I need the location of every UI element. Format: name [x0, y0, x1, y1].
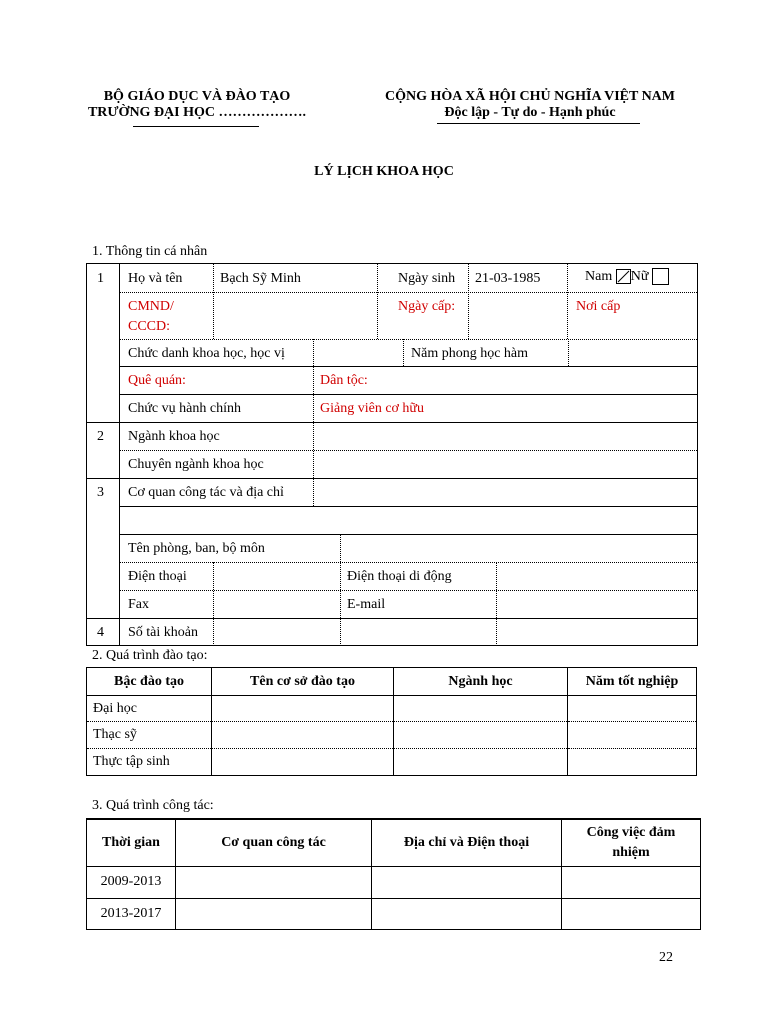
- male-label: Nam: [585, 269, 613, 284]
- row-divider: [87, 618, 697, 619]
- phone-label: Điện thoại: [128, 569, 187, 584]
- col-header: Công việc đảm nhiệm: [562, 819, 701, 866]
- input-cell[interactable]: [562, 866, 701, 898]
- table-row: [87, 898, 701, 929]
- department-label: Tên phòng, ban, bộ môn: [128, 541, 265, 556]
- input-cell[interactable]: [372, 866, 562, 898]
- column-divider: [496, 562, 497, 646]
- number-column-divider: [119, 264, 120, 646]
- degree-cell: Thực tập sinh: [87, 749, 212, 776]
- name-value[interactable]: Bạch Sỹ Minh: [220, 271, 301, 286]
- row-divider: [119, 562, 697, 563]
- row-divider: [119, 450, 697, 451]
- col-header: Ngành học: [394, 668, 568, 696]
- female-label: Nữ: [630, 269, 649, 284]
- issue-date-label: Ngày cấp:: [398, 299, 456, 314]
- id-label-line2: CCCD:: [128, 319, 171, 334]
- input-cell[interactable]: [568, 696, 697, 722]
- input-cell[interactable]: [176, 898, 372, 929]
- input-cell[interactable]: [562, 898, 701, 929]
- column-divider: [313, 478, 314, 506]
- section1-heading: 1. Thông tin cá nhân: [92, 244, 208, 259]
- ministry-name: BỘ GIÁO DỤC VÀ ĐÀO TẠO: [103, 89, 291, 104]
- section2-heading: 2. Quá trình đào tạo:: [92, 648, 208, 663]
- column-divider: [213, 562, 214, 646]
- national-motto: Độc lập - Tự do - Hạnh phúc: [444, 105, 616, 120]
- col-header: Địa chỉ và Điện thoại: [372, 819, 562, 866]
- degree-cell: Thạc sỹ: [87, 722, 212, 749]
- input-cell[interactable]: [372, 898, 562, 929]
- period-cell: 2009-2013: [87, 866, 176, 898]
- input-cell[interactable]: [394, 696, 568, 722]
- academic-year-label: Năm phong học hàm: [411, 346, 529, 361]
- period-cell: 2013-2017: [87, 898, 176, 929]
- col-header: Cơ quan công tác: [176, 819, 372, 866]
- workplace-label: Cơ quan công tác và địa chỉ: [128, 485, 284, 500]
- input-cell[interactable]: [568, 749, 697, 776]
- row-divider: [87, 422, 697, 423]
- personal-info-table: [86, 263, 698, 646]
- degree-cell: Đại học: [87, 696, 212, 722]
- issue-place-label: Nơi cấp: [576, 299, 621, 314]
- column-divider: [567, 264, 568, 339]
- position-label: Chức vụ hành chính: [128, 401, 241, 416]
- table-row: [87, 722, 697, 749]
- specialty-label: Chuyên ngành khoa học: [128, 457, 264, 472]
- checked-cross-icon: [617, 270, 630, 283]
- email-label: E-mail: [347, 597, 386, 612]
- row-divider: [119, 339, 697, 340]
- col-header: Năm tốt nghiệp: [568, 668, 697, 696]
- dob-label: Ngày sinh: [398, 271, 456, 286]
- input-cell[interactable]: [568, 722, 697, 749]
- input-cell[interactable]: [176, 866, 372, 898]
- input-cell[interactable]: [394, 749, 568, 776]
- col-header: Tên cơ sở đào tạo: [212, 668, 394, 696]
- input-cell[interactable]: [394, 722, 568, 749]
- header-right-underline: [437, 123, 640, 124]
- page-number: 22: [659, 950, 673, 965]
- input-cell[interactable]: [212, 696, 394, 722]
- column-divider: [313, 339, 314, 366]
- input-cell[interactable]: [212, 749, 394, 776]
- gender-field: [585, 268, 669, 285]
- column-divider: [568, 339, 569, 366]
- column-divider: [313, 366, 314, 422]
- column-divider: [340, 534, 341, 646]
- row-divider: [119, 506, 697, 507]
- row-number-4: 4: [97, 625, 104, 640]
- ethnicity-label: Dân tộc:: [320, 373, 368, 388]
- row-divider: [119, 394, 697, 395]
- row-divider: [119, 534, 697, 535]
- row-divider: [119, 292, 697, 293]
- column-divider: [403, 339, 404, 366]
- national-title: CỘNG HÒA XÃ HỘI CHỦ NGHĨA VIỆT NAM: [384, 89, 675, 104]
- hometown-label: Quê quán:: [128, 373, 186, 388]
- account-label: Số tài khoản: [128, 625, 198, 640]
- row-divider: [119, 366, 697, 367]
- row-divider: [119, 590, 697, 591]
- document-title: LÝ LỊCH KHOA HỌC: [314, 164, 454, 179]
- work-history-table: [86, 818, 701, 930]
- id-label-line1: CMND/: [128, 299, 174, 314]
- university-name: TRƯỜNG ĐẠI HỌC ……………….: [87, 105, 307, 120]
- header-left-underline: [133, 126, 259, 127]
- training-table: [86, 667, 697, 776]
- field-label: Ngành khoa học: [128, 429, 220, 444]
- row-number-1: 1: [97, 271, 104, 286]
- row-number-2: 2: [97, 429, 104, 444]
- col-header: Thời gian: [87, 819, 176, 866]
- position-value[interactable]: Giảng viên cơ hữu: [320, 401, 425, 416]
- table-row: [87, 696, 697, 722]
- column-divider: [377, 264, 378, 339]
- fax-label: Fax: [128, 597, 149, 612]
- mobile-label: Điện thoại di động: [347, 569, 452, 584]
- section3-heading: 3. Quá trình công tác:: [92, 798, 214, 813]
- input-cell[interactable]: [212, 722, 394, 749]
- col-header: Bậc đào tạo: [87, 668, 212, 696]
- female-checkbox[interactable]: [652, 268, 669, 285]
- column-divider: [468, 264, 469, 339]
- row-divider: [87, 478, 697, 479]
- dob-value[interactable]: 21-03-1985: [475, 271, 541, 286]
- name-label: Họ và tên: [128, 271, 183, 286]
- column-divider: [313, 422, 314, 478]
- male-checkbox[interactable]: [616, 269, 631, 284]
- row-number-3: 3: [97, 485, 104, 500]
- table-row: [87, 749, 697, 776]
- table-row: [87, 866, 701, 898]
- column-divider: [213, 264, 214, 339]
- academic-title-label: Chức danh khoa học, học vị: [128, 346, 285, 361]
